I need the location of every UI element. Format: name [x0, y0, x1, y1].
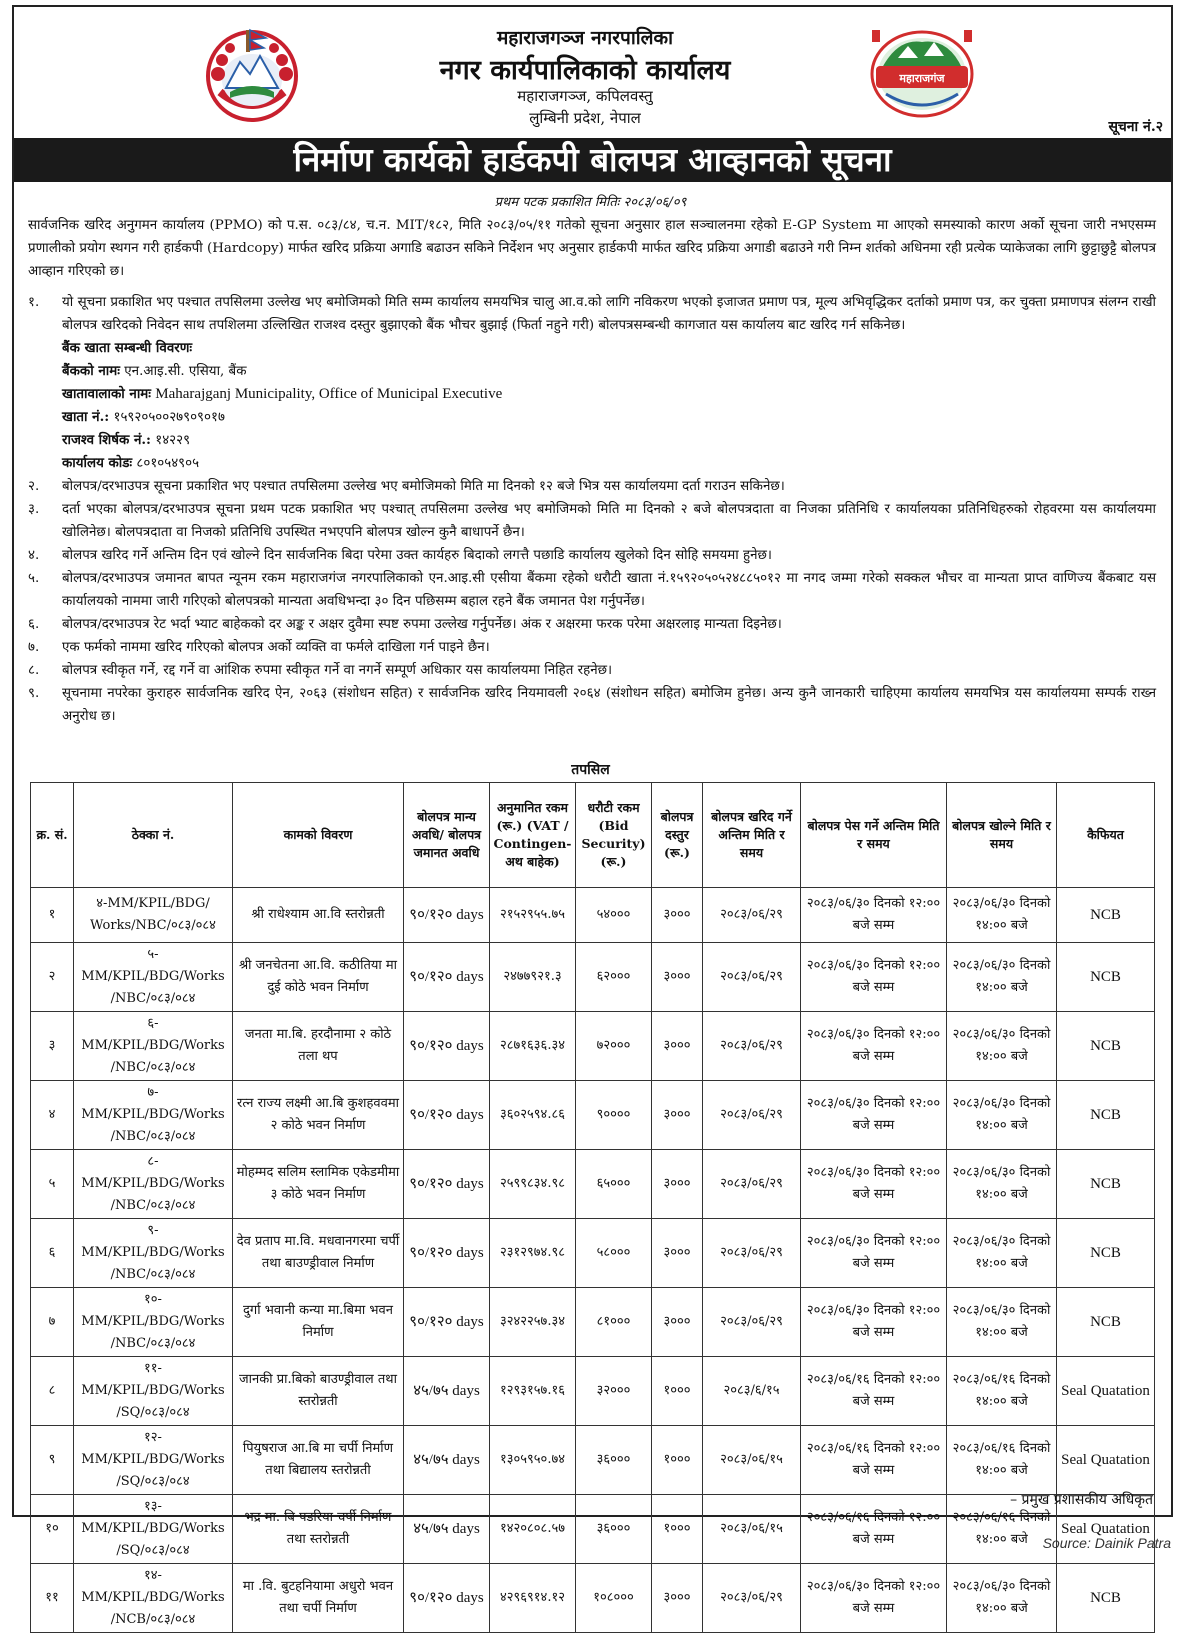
clause-7	[28, 636, 1156, 659]
table-cell: NCB	[1057, 1218, 1155, 1287]
table-cell: १२९३१५७.१६	[490, 1356, 576, 1425]
table-cell: श्री राधेश्याम आ.वि स्तरोन्नती	[233, 888, 404, 943]
table-cell: ४५/७५ days	[404, 1356, 490, 1425]
table-cell: NCB	[1057, 1080, 1155, 1149]
table-cell: दुर्गा भवानी कन्या मा.बिमा भवन निर्माण	[233, 1287, 404, 1356]
holder-value: Maharajganj Municipality, Office of Municipal Executive	[155, 386, 503, 402]
table-cell: २४७७९२१.३	[490, 942, 576, 1011]
table-cell: २०८३/०६/२९	[703, 1011, 801, 1080]
table-cell: २०८३/०६/२९	[703, 888, 801, 943]
table-cell: जानकी प्रा.बिको बाउण्ड्रीवाल तथा स्तरोन्नती	[233, 1356, 404, 1425]
table-cell: Seal Quatation	[1057, 1425, 1155, 1494]
clause-6	[28, 613, 1156, 636]
table-cell: ८	[31, 1356, 74, 1425]
table-cell: NCB	[1057, 1149, 1155, 1218]
table-row	[31, 1563, 1155, 1632]
table-cell: ७-MM/KPIL/BDG/Works /NBC/०८३/०८४	[74, 1080, 233, 1149]
table-cell: NCB	[1057, 1563, 1155, 1632]
table-cell: २०८३/०६/१६ दिनको १२:०० बजे सम्म	[801, 1356, 947, 1425]
table-cell: Seal Quatation	[1057, 1494, 1155, 1563]
table-cell: ९	[31, 1425, 74, 1494]
table-cell: २०८३/०६/३० दिनको १२:०० बजे सम्म	[801, 942, 947, 1011]
clause-text: दर्ता भएका बोलपत्र/दरभाउपत्र सूचना प्रथम पटक प्रकाशित भए पश्चात् तपसिलमा उल्लेख भए बमोजिमको मिति मा दिनको २ बजे बोलपत्रदाता वा निजका प्रतिनिधि र कार्यालयका प्रतिनिधिहरुको रोहवरमा यस कार्यालयमा खोलिनेछ। बोलपत्रदाता वा निजको प्रतिनिधि उपस्थित नभएपनि बोलपत्र खोल्न कुनै बाधापर्ने छैन।	[62, 502, 1156, 540]
notice-title-banner: निर्माण कार्यको हार्डकपी बोलपत्र आव्हानको सूचना	[14, 138, 1171, 182]
table-cell: भद्र मा. बि पडरिया चर्पी निर्माण तथा स्तरोन्नती	[233, 1494, 404, 1563]
clause-text: बोलपत्र/दरभाउपत्र सूचना प्रकाशित भए पश्चात तपसिलमा उल्लेख भए बमोजिमको मिति मा दिनको १२ बजे भित्र यस कार्यालयमा दर्ता गराउन सकिनेछ।	[62, 479, 785, 494]
signoff: – प्रमुख प्रशासकीय अधिकृत	[1010, 1492, 1153, 1508]
table-cell: ३६०००	[576, 1494, 652, 1563]
address-line2: लुम्बिनी प्रदेश, नेपाल	[529, 109, 641, 127]
table-cell: २१५२९५५.७५	[490, 888, 576, 943]
table-cell: २०८३/०६/१५	[703, 1425, 801, 1494]
table-cell: ३२०००	[576, 1356, 652, 1425]
table-cell: २०८३/०६/३० दिनको १४:०० बजे	[947, 1563, 1057, 1632]
clause-3	[28, 498, 1156, 544]
office-code-label: कार्यालय कोडः	[62, 455, 133, 471]
clause-4	[28, 544, 1156, 567]
table-cell: ४२९६९१४.१२	[490, 1563, 576, 1632]
column-header: बोलपत्र दस्तुर (रू.)	[652, 783, 703, 888]
tender-table	[30, 782, 1155, 1633]
table-row	[31, 1356, 1155, 1425]
table-cell: ५	[31, 1149, 74, 1218]
table-cell: १०	[31, 1494, 74, 1563]
clause-number: ४.	[28, 548, 40, 563]
table-cell: १३०५९५०.७४	[490, 1425, 576, 1494]
table-cell: २०८३/०६/३० दिनको १४:०० बजे	[947, 888, 1057, 943]
table-cell: २०८३/०६/३० दिनको १४:०० बजे	[947, 942, 1057, 1011]
table-cell: ९०/१२० days	[404, 1149, 490, 1218]
table-cell: २८७१६३६.३४	[490, 1011, 576, 1080]
table-cell: ८-MM/KPIL/BDG/Works /NBC/०८३/०८४	[74, 1149, 233, 1218]
table-cell: ४५/७५ days	[404, 1425, 490, 1494]
clause-1	[28, 291, 1156, 337]
column-header: धरौटी रकम (Bid Security) (रू.)	[576, 783, 652, 888]
bank-name-value: एन.आइ.सी. एसिया, बैंक	[124, 364, 247, 379]
table-cell: Seal Quatation	[1057, 1356, 1155, 1425]
clause-text: एक फर्मको नाममा खरिद गरिएको बोलपत्र अर्को व्यक्ति वा फर्मले दाखिला गर्न पाइने छैन।	[62, 640, 490, 655]
table-cell: ३०००	[652, 1287, 703, 1356]
table-cell: ९०/१२० days	[404, 888, 490, 943]
bank-details	[28, 337, 1156, 475]
table-cell: ७	[31, 1287, 74, 1356]
clause-number: ८.	[28, 663, 40, 678]
table-cell: २०८३/०६/१६ दिनको १२:०० बजे सम्म	[801, 1494, 947, 1563]
column-header: अनुमानित रकम (रू.) (VAT / Contingen- अथ बाहेक)	[490, 783, 576, 888]
table-cell: देव प्रताप मा.वि. मधवानगरमा चर्पी तथा बाउण्ड्रीवाल निर्माण	[233, 1218, 404, 1287]
table-cell: ९०/१२० days	[404, 1287, 490, 1356]
table-cell: ३६०२५९४.८६	[490, 1080, 576, 1149]
table-cell: ९०/१२० days	[404, 1563, 490, 1632]
table-cell: १०८०००	[576, 1563, 652, 1632]
table-cell: २	[31, 942, 74, 1011]
table-cell: ५८०००	[576, 1218, 652, 1287]
table-cell: ३०००	[652, 1218, 703, 1287]
table-cell: २०८३/०६/३० दिनको १२:०० बजे सम्म	[801, 1218, 947, 1287]
table-cell: NCB	[1057, 942, 1155, 1011]
table-cell: २०८३/०६/३० दिनको १२:०० बजे सम्म	[801, 1563, 947, 1632]
clause-9	[28, 682, 1156, 728]
table-cell: जनता मा.बि. हरदौनामा २ कोठे तला थप	[233, 1011, 404, 1080]
table-cell: २०८३/०६/१६ दिनको १४:०० बजे	[947, 1425, 1057, 1494]
table-cell: ८१०००	[576, 1287, 652, 1356]
table-cell: २०८३/०६/३० दिनको १२:०० बजे सम्म	[801, 1011, 947, 1080]
table-cell: १०००	[652, 1425, 703, 1494]
table-cell: १२-MM/KPIL/BDG/Works /SQ/०८३/०८४	[74, 1425, 233, 1494]
notice-number: सूचना नं.२	[1108, 119, 1163, 135]
nepal-emblem-icon	[200, 22, 304, 126]
bank-heading: बैंक खाता सम्बन्धी विवरणः	[62, 340, 193, 356]
holder-label: खातावालाको नामः	[62, 386, 152, 402]
table-cell: १४२०८०८.५७	[490, 1494, 576, 1563]
table-cell: श्री जनचेतना आ.वि. कठीतिया मा दुई कोठे भवन निर्माण	[233, 942, 404, 1011]
table-cell: ९०/१२० days	[404, 1080, 490, 1149]
source-credit: Source: Dainik Patra	[1042, 1535, 1171, 1551]
org-name: महाराजगञ्ज नगरपालिका	[496, 27, 674, 49]
table-cell: १	[31, 888, 74, 943]
table-cell: ५४०००	[576, 888, 652, 943]
table-cell: ९०/१२० days	[404, 1011, 490, 1080]
table-cell: ३२४२२५७.३४	[490, 1287, 576, 1356]
municipality-logo-icon	[868, 28, 976, 118]
table-cell: २०८३/०६/२९	[703, 1218, 801, 1287]
table-body	[31, 888, 1155, 1633]
clause-5	[28, 567, 1156, 613]
table-cell: २०८३/०६/१५	[703, 1494, 801, 1563]
clause-number: ५.	[28, 571, 40, 586]
table-row	[31, 1011, 1155, 1080]
table-cell: १०००	[652, 1494, 703, 1563]
table-cell: ६५०००	[576, 1149, 652, 1218]
table-row	[31, 888, 1155, 943]
table-cell: २०८३/०६/३० दिनको १४:०० बजे	[947, 1080, 1057, 1149]
table-cell: NCB	[1057, 888, 1155, 943]
table-cell: २०८३/०६/२९	[703, 942, 801, 1011]
table-cell: २०८३/०६/३० दिनको १४:०० बजे	[947, 1149, 1057, 1218]
table-row	[31, 1287, 1155, 1356]
table-cell: २०८३/६/१५	[703, 1356, 801, 1425]
clause-text: बोलपत्र खरिद गर्ने अन्तिम दिन एवं खोल्ने दिन सार्वजनिक बिदा परेमा उक्त कार्यहरु बिदाको लगत्तै पछाडि कार्यालय खुलेको दिन सोहि समयमा हुनेछ।	[62, 548, 772, 563]
table-cell: ६-MM/KPIL/BDG/Works /NBC/०८३/०८४	[74, 1011, 233, 1080]
clause-text: सूचनामा नपरेका कुराहरु सार्वजनिक खरिद ऐन, २०६३ (संशोधन सहित) र सार्वजनिक खरिद नियमावली २०६४ (संशोधन सहित) बमोजिम हुनेछ। अन्य कुनै जानकारी चाहिएमा कार्यालय समयभित्र यस कार्यालयमा सम्पर्क राख्न अनुरोध छ।	[62, 686, 1156, 724]
column-header: क्र. सं.	[31, 783, 74, 888]
office-name: नगर कार्यपालिकाको कार्यालय	[439, 55, 731, 86]
svg-text:महाराजगंज: महाराजगंज	[899, 72, 945, 85]
table-cell: २०८३/०६/३० दिनको १४:०० बजे	[947, 1218, 1057, 1287]
table-cell: ३०००	[652, 1080, 703, 1149]
office-code-value: ८०१०५४९०५	[136, 456, 200, 471]
clause-number: ७.	[28, 640, 40, 655]
table-cell: २०८३/०६/३० दिनको १४:०० बजे	[947, 1011, 1057, 1080]
clause-text: बोलपत्र/दरभाउपत्र रेट भर्दा भ्याट बाहेकको दर अङ्क र अक्षर दुवैमा स्पष्ट रुपमा उल्लेख गर्नुपर्नेछ। अंक र अक्षरमा फरक परेमा अक्षरलाइ मान्यता दिइनेछ।	[62, 617, 782, 632]
table-header-row	[31, 783, 1155, 888]
table-title: तपसिल	[571, 762, 610, 778]
table-cell: २०८३/०६/२९	[703, 1080, 801, 1149]
table-cell: NCB	[1057, 1011, 1155, 1080]
intro-paragraph: सार्वजनिक खरिद अनुगमन कार्यालय (PPMO) को प.स. ०८३/८४, च.न. MIT/१८२, मिति २०८३/०५/११ गतेको सूचना अनुसार हाल सञ्चालनमा रहेको E-GP System मा आएको समस्याको कारण अर्को सूचना जारी नभएसम्म प्रणालीको प्रयोग स्थगन गरी हार्डकपी (Hardcopy) मार्फत खरिद प्रक्रिया अगाडि बढाउन सकिने निर्देशन भए अनुसार हार्डकपी मार्फत खरिद प्रक्रिया अगाडी बढाउने गरी निम्न शर्तको अधिनमा रही प्रत्येक प्याकेजका लागि छुट्टाछुट्टै बोलपत्र आव्हान गरिएको छ।	[28, 218, 1156, 279]
clause-text: यो सूचना प्रकाशित भए पश्चात तपसिलमा उल्लेख भए बमोजिमको मिति सम्म कार्यालय समयभित्र चालु आ.व.को लागि नविकरण भएको इजाजत प्रमाण पत्र, मूल्य अभिवृद्धिकर दर्ताको प्रमाण पत्र, कर चुक्ता प्रमाणपत्र संलग्न राखी बोलपत्र खरिदको निवेदन साथ तपशिलमा उल्लिखित राजश्व दस्तुर बुझाएको बैंक भौचर बुझाई (फिर्ता नहुने गरी) बोलपत्रसम्बन्धी कागजात यस कार्यालय बाट खरिद गर्न सकिनेछ।	[62, 295, 1156, 333]
clause-number: २.	[28, 479, 40, 494]
table-cell: २०८३/०६/३० दिनको १२:०० बजे सम्म	[801, 888, 947, 943]
address-line1: महाराजगञ्ज, कपिलवस्तु	[517, 87, 653, 105]
table-row	[31, 1149, 1155, 1218]
column-header: ठेक्का नं.	[74, 783, 233, 888]
table-cell: २०८३/०६/१६ दिनको १२:०० बजे सम्म	[801, 1425, 947, 1494]
table-cell: ३०००	[652, 1011, 703, 1080]
account-label: खाता नं.:	[62, 409, 110, 425]
table-row	[31, 942, 1155, 1011]
table-cell: २०८३/०६/३० दिनको १२:०० बजे सम्म	[801, 1287, 947, 1356]
table-cell: ३०००	[652, 888, 703, 943]
table-cell: ३०००	[652, 1563, 703, 1632]
table-row	[31, 1080, 1155, 1149]
table-cell: मोहम्मद सलिम स्लामिक एकेडमीमा ३ कोठे भवन निर्माण	[233, 1149, 404, 1218]
published-date: प्रथम पटक प्रकाशित मितिः २०८३/०६/०९	[494, 195, 687, 210]
revenue-label: राजश्व शिर्षक नं.:	[62, 432, 151, 448]
table-cell: ११-MM/KPIL/BDG/Works /SQ/०८३/०८४	[74, 1356, 233, 1425]
bank-name-label: बैंकको नामः	[62, 363, 120, 379]
table-row	[31, 1218, 1155, 1287]
table-cell: २०८३/०६/३० दिनको १२:०० बजे सम्म	[801, 1149, 947, 1218]
table-cell: ९००००	[576, 1080, 652, 1149]
table-cell: पियुषराज आ.बि मा चर्पी निर्माण तथा बिद्यालय स्तरोन्नती	[233, 1425, 404, 1494]
table-cell: ६२०००	[576, 942, 652, 1011]
table-cell: ९०/१२० days	[404, 1218, 490, 1287]
table-cell: २५९९८३४.९८	[490, 1149, 576, 1218]
table-cell: ६	[31, 1218, 74, 1287]
clause-number: १.	[28, 295, 40, 310]
table-cell: ४-MM/KPIL/BDG/ Works/NBC/०८३/०८४	[74, 888, 233, 943]
column-header: कामको विवरण	[233, 783, 404, 888]
column-header: बोलपत्र पेस गर्ने अन्तिम मिति र समय	[801, 783, 947, 888]
column-header: बोलपत्र खरिद गर्ने अन्तिम मिति र समय	[703, 783, 801, 888]
clause-number: ९.	[28, 686, 40, 701]
clause-number: ६.	[28, 617, 40, 632]
table-cell: ११	[31, 1563, 74, 1632]
clause-number: ३.	[28, 502, 40, 517]
table-cell: NCB	[1057, 1287, 1155, 1356]
column-header: बोलपत्र खोल्ने मिति र समय	[947, 783, 1057, 888]
table-cell: २०८३/०६/१६ दिनको १४:०० बजे	[947, 1356, 1057, 1425]
table-cell: १३-MM/KPIL/BDG/Works /SQ/०८३/०८४	[74, 1494, 233, 1563]
table-cell: ९-MM/KPIL/BDG/Works /NBC/०८३/०८४	[74, 1218, 233, 1287]
table-row	[31, 1425, 1155, 1494]
table-cell: २०८३/०६/१६ दिनको १४:०० बजे	[947, 1494, 1057, 1563]
revenue-value: १४२२९	[155, 433, 191, 448]
table-cell: ३०००	[652, 1149, 703, 1218]
table-cell: १०-MM/KPIL/BDG/Works /NBC/०८३/०८४	[74, 1287, 233, 1356]
table-cell: ३६०००	[576, 1425, 652, 1494]
column-header: कैफियत	[1057, 783, 1155, 888]
table-cell: ३	[31, 1011, 74, 1080]
clause-text: बोलपत्र/दरभाउपत्र जमानत बापत न्यूनम रकम महाराजगंज नगरपालिकाको एन.आइ.सी एसीया बैंकमा रहेको धरौटी खाता नं.१५९२०५०५२४८८५०१२ मा नगद जम्मा गरेको सक्कल भौचर वा मान्यता प्राप्त वाणिज्य बैंकबाट यस कार्यालयको नाममा जारी गरिएको बोलपत्रको मान्यता अवधिभन्दा ३० दिन पछिसम्म बहाल रहने बैंक जमानत पेश गर्नुपर्नेछ।	[62, 571, 1156, 609]
table-cell: ३०००	[652, 942, 703, 1011]
table-cell: २०८३/०६/२९	[703, 1149, 801, 1218]
table-cell: ९०/१२० days	[404, 942, 490, 1011]
account-value: १५९२०५००२७९०९०१७	[113, 410, 225, 425]
table-cell: २०८३/०६/३० दिनको १४:०० बजे	[947, 1287, 1057, 1356]
table-cell: २३१२९७४.९८	[490, 1218, 576, 1287]
table-cell: १०००	[652, 1356, 703, 1425]
table-cell: रत्न राज्य लक्ष्मी आ.बि कुशहववमा २ कोठे भवन निर्माण	[233, 1080, 404, 1149]
clause-text: बोलपत्र स्वीकृत गर्ने, रद्द गर्ने वा आंशिक रुपमा स्वीकृत गर्ने वा नगर्ने सम्पूर्ण अधिकार यस कार्यालयमा निहित रहनेछ।	[62, 663, 613, 678]
table-cell: ४५/७५ days	[404, 1494, 490, 1563]
clause-2	[28, 475, 1156, 498]
table-cell: १४-MM/KPIL/BDG/Works /NCB/०८३/०८४	[74, 1563, 233, 1632]
table-cell: २०८३/०६/२९	[703, 1287, 801, 1356]
clause-8	[28, 659, 1156, 682]
table-row	[31, 1494, 1155, 1563]
column-header: बोलपत्र मान्य अवधि/ बोलपत्र जमानत अवधि	[404, 783, 490, 888]
table-cell: ४	[31, 1080, 74, 1149]
table-cell: २०८३/०६/२९	[703, 1563, 801, 1632]
table-cell: २०८३/०६/३० दिनको १२:०० बजे सम्म	[801, 1080, 947, 1149]
table-cell: मा .वि. बुटहनियामा अधुरो भवन तथा चर्पी निर्माण	[233, 1563, 404, 1632]
table-cell: ५-MM/KPIL/BDG/Works /NBC/०८३/०८४	[74, 942, 233, 1011]
clauses	[28, 291, 1156, 728]
table-cell: ७२०००	[576, 1011, 652, 1080]
